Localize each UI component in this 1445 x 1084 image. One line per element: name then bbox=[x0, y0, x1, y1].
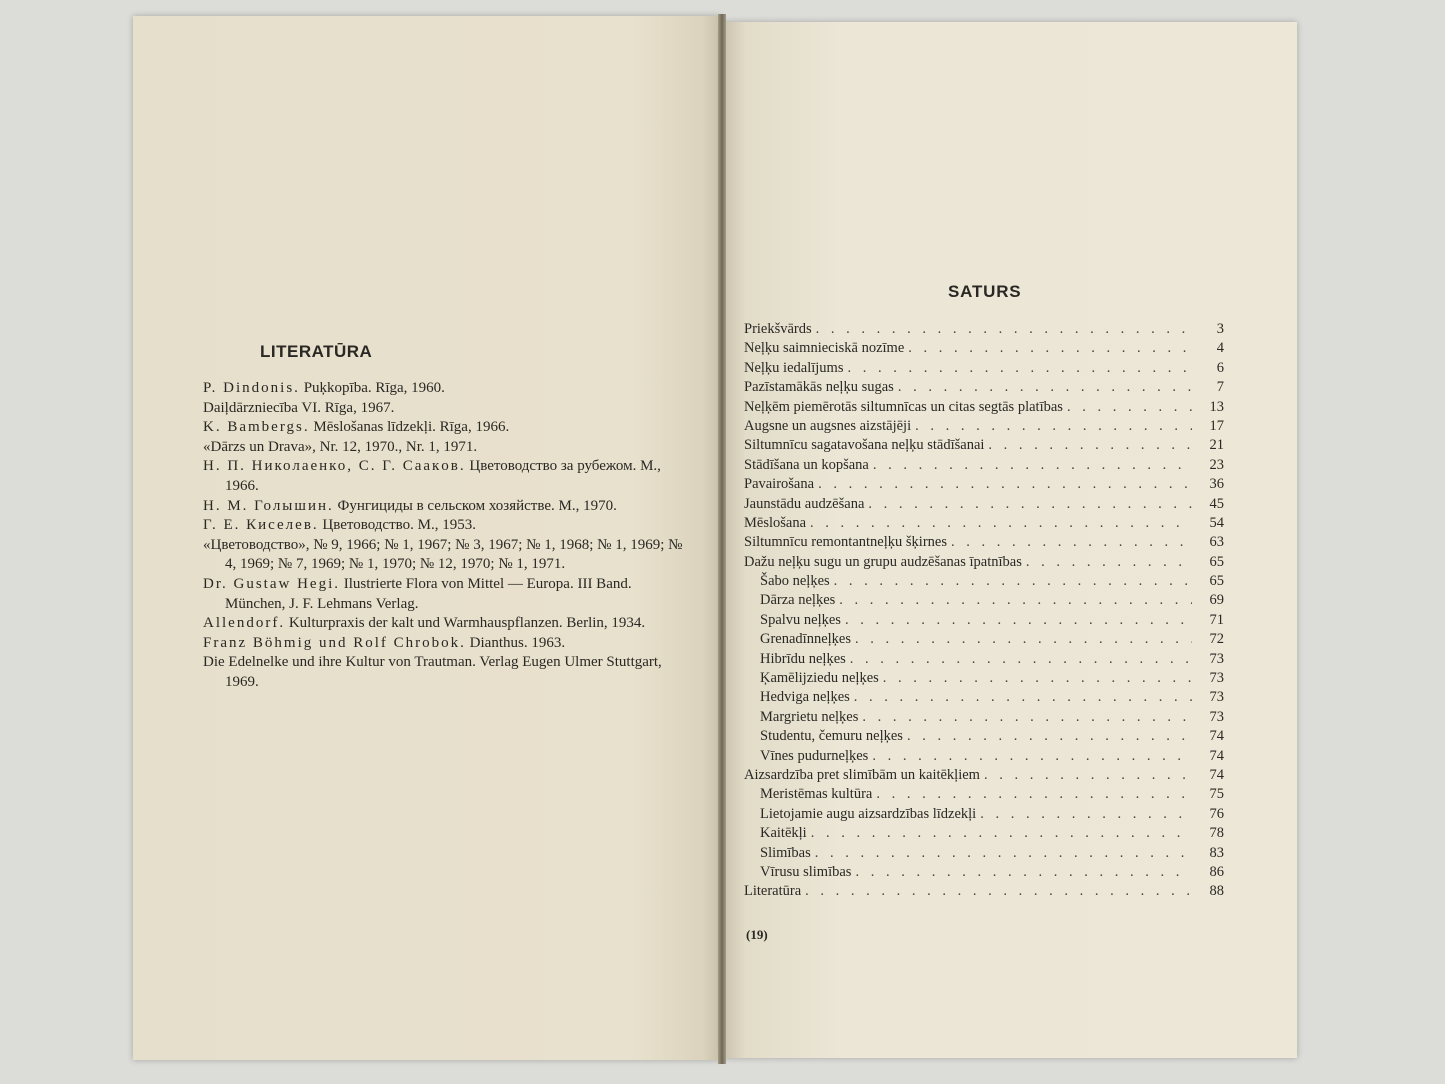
toc-page-number: 4 bbox=[1216, 340, 1224, 357]
literature-author: K. Bambergs. bbox=[203, 419, 310, 436]
literature-author: Н. П. Николаенко, С. Г. Саакoв. bbox=[203, 458, 466, 475]
toc-leader-dots bbox=[988, 437, 1192, 454]
toc-leader-dots bbox=[915, 418, 1192, 435]
literature-entry bbox=[203, 614, 693, 634]
toc-page-number: 73 bbox=[1209, 689, 1224, 706]
toc-page-number: 13 bbox=[1209, 398, 1224, 415]
literature-text: Die Edelnelke und ihre Kultur von Trautman. Verlag Eugen Ulmer Stuttgart, 1969. bbox=[203, 654, 662, 690]
literature-text: Цветоводство. М., 1953. bbox=[318, 517, 476, 534]
toc-row bbox=[744, 709, 1224, 728]
toc-page-number: 21 bbox=[1209, 437, 1224, 454]
toc-leader-dots bbox=[984, 767, 1192, 784]
toc-label: Stādīšana un kopšana bbox=[744, 456, 869, 473]
toc-leader-dots bbox=[816, 321, 1192, 338]
literature-text: Dianthus. 1963. bbox=[465, 634, 566, 651]
literature-text: «Dārzs un Drava», Nr. 12, 1970., Nr. 1, 1971. bbox=[203, 438, 478, 455]
toc-row bbox=[744, 515, 1224, 534]
book-spine bbox=[718, 14, 726, 1064]
toc-label: Siltumnīcu remontantneļķu šķirnes bbox=[744, 534, 947, 551]
toc-label: Dārza neļķes bbox=[760, 592, 836, 609]
toc-row bbox=[744, 379, 1224, 398]
toc-page-number: 88 bbox=[1209, 883, 1224, 900]
toc-row bbox=[744, 631, 1224, 650]
toc-row bbox=[744, 554, 1224, 573]
toc-label: Aizsardzība pret slimībām un kaitēkļiem bbox=[744, 766, 980, 783]
toc-row bbox=[744, 670, 1224, 689]
toc-row bbox=[744, 864, 1224, 883]
toc-leader-dots bbox=[854, 689, 1192, 706]
toc-label: Pavairošana bbox=[744, 476, 815, 493]
toc-row bbox=[744, 786, 1224, 805]
toc-label: Literatūra bbox=[744, 883, 802, 900]
toc-page-number: 6 bbox=[1216, 359, 1224, 376]
toc-label: Margrietu neļķes bbox=[760, 708, 859, 725]
toc-label: Spalvu neļķes bbox=[760, 611, 841, 628]
toc-label: Vīnes pudurneļķes bbox=[760, 747, 869, 764]
toc-label: Mēslošana bbox=[744, 514, 807, 531]
toc-page-number: 74 bbox=[1209, 747, 1224, 764]
literature-author: Г. Е. Киселев. bbox=[203, 517, 319, 534]
literature-author: Franz Böhmig und Rolf Chrobok. bbox=[203, 634, 466, 651]
toc-label: Meristēmas kultūra bbox=[760, 786, 873, 803]
toc-leader-dots bbox=[883, 670, 1192, 687]
toc-label: Hedviga neļķes bbox=[760, 689, 850, 706]
literature-entry bbox=[203, 497, 693, 517]
toc-page-number: 36 bbox=[1209, 476, 1224, 493]
toc-page-number: 23 bbox=[1209, 456, 1224, 473]
toc-row bbox=[744, 651, 1224, 670]
toc-label: Siltumnīcu sagatavošana neļķu stādīšanai bbox=[744, 437, 985, 454]
literature-entry bbox=[203, 379, 693, 399]
toc-leader-dots bbox=[818, 476, 1192, 493]
toc-leader-dots bbox=[805, 883, 1192, 900]
toc-page-number: 74 bbox=[1209, 728, 1224, 745]
toc-row bbox=[744, 689, 1224, 708]
toc-label: Šabo neļķes bbox=[760, 573, 830, 590]
toc-leader-dots bbox=[862, 709, 1192, 726]
toc-label: Lietojamie augu aizsardzības līdzekļi bbox=[760, 805, 977, 822]
toc-label: Hibrīdu neļķes bbox=[760, 650, 846, 667]
toc-leader-dots bbox=[834, 573, 1192, 590]
toc-label: Ķamēlijziedu neļķes bbox=[760, 670, 879, 687]
toc-page-number: 76 bbox=[1209, 805, 1224, 822]
toc-label: Studentu, čemuru neļķes bbox=[760, 728, 903, 745]
toc-page-number: 72 bbox=[1209, 631, 1224, 648]
toc-leader-dots bbox=[811, 825, 1192, 842]
toc-label: Neļķu iedalījums bbox=[744, 359, 844, 376]
literature-text: Puķkopība. Rīga, 1960. bbox=[299, 380, 445, 396]
toc-row bbox=[744, 360, 1224, 379]
toc-row bbox=[744, 496, 1224, 515]
literature-entry bbox=[203, 575, 693, 614]
toc-leader-dots bbox=[845, 612, 1192, 629]
toc-leader-dots bbox=[980, 806, 1192, 823]
literature-text: Mēslošanas līdzekļi. Rīga, 1966. bbox=[309, 419, 510, 436]
toc-page-number: 65 bbox=[1209, 573, 1224, 590]
toc-label: Neļķu saimnieciskā nozīme bbox=[744, 340, 905, 357]
literature-author: Н. М. Голышин. bbox=[203, 497, 334, 514]
literature-entry bbox=[203, 536, 693, 575]
toc-leader-dots bbox=[873, 457, 1192, 474]
toc-row bbox=[744, 321, 1224, 340]
toc-label: Jaunstādu audzēšana bbox=[744, 495, 865, 512]
toc-label: Pazīstamākās neļķu sugas bbox=[744, 379, 894, 396]
toc-row bbox=[744, 767, 1224, 786]
literature-entry bbox=[203, 438, 693, 458]
toc-row bbox=[744, 399, 1224, 418]
toc-leader-dots bbox=[1026, 554, 1192, 571]
toc-label: Kaitēkļi bbox=[760, 825, 807, 842]
literature-entry bbox=[203, 418, 693, 438]
toc-label: Priekšvārds bbox=[744, 321, 812, 337]
literature-entry bbox=[203, 653, 693, 692]
toc-page-number: 73 bbox=[1209, 650, 1224, 667]
toc-leader-dots bbox=[855, 631, 1192, 648]
toc-row bbox=[744, 592, 1224, 611]
printer-signature: (19) bbox=[746, 927, 768, 942]
table-of-contents bbox=[744, 321, 1224, 903]
toc-row bbox=[744, 340, 1224, 359]
toc-leader-dots bbox=[868, 496, 1192, 513]
literature-author: Dr. Gustaw Hegi. bbox=[203, 575, 340, 592]
literature-list bbox=[203, 379, 693, 693]
literature-text: Цветоводство за рубежом. М., 1966. bbox=[225, 458, 661, 494]
toc-page-number: 86 bbox=[1209, 863, 1224, 880]
toc-leader-dots bbox=[1067, 399, 1192, 416]
toc-page-number: 71 bbox=[1209, 611, 1224, 628]
toc-page-number: 75 bbox=[1209, 786, 1224, 803]
toc-row bbox=[744, 883, 1224, 902]
toc-page-number: 73 bbox=[1209, 708, 1224, 725]
toc-page-number: 73 bbox=[1209, 670, 1224, 687]
toc-row bbox=[744, 806, 1224, 825]
literature-text: Ilustrierte Flora von Mittel — Europa. III Band. München, J. F. Lehmans Verlag. bbox=[225, 575, 632, 612]
toc-page-number: 74 bbox=[1209, 766, 1224, 783]
toc-leader-dots bbox=[907, 728, 1192, 745]
literature-entry bbox=[203, 399, 693, 419]
toc-page-number: 65 bbox=[1209, 553, 1224, 570]
toc-leader-dots bbox=[847, 360, 1192, 377]
toc-row bbox=[744, 573, 1224, 592]
toc-leader-dots bbox=[898, 379, 1192, 396]
toc-page-number: 17 bbox=[1209, 417, 1224, 434]
toc-label: Grenadīnneļķes bbox=[760, 631, 851, 648]
toc-page-number: 45 bbox=[1209, 495, 1224, 512]
toc-leader-dots bbox=[810, 515, 1192, 532]
toc-page-number: 54 bbox=[1209, 514, 1224, 531]
toc-row bbox=[744, 457, 1224, 476]
toc-leader-dots bbox=[850, 651, 1192, 668]
literature-author: P. Dindonis. bbox=[203, 380, 300, 396]
toc-leader-dots bbox=[876, 786, 1192, 803]
toc-label: Vīrusu slimības bbox=[760, 863, 852, 880]
toc-row bbox=[744, 825, 1224, 844]
literature-entry bbox=[203, 457, 693, 496]
literature-text: Daiļdārzniecība VI. Rīga, 1967. bbox=[203, 399, 395, 416]
toc-row bbox=[744, 476, 1224, 495]
literature-title: LITERATŪRA bbox=[260, 342, 373, 361]
toc-page-number: 3 bbox=[1216, 321, 1224, 337]
toc-label: Dažu neļķu sugu un grupu audzēšanas īpatnības bbox=[744, 553, 1022, 570]
toc-label: Augsne un augsnes aizstājēji bbox=[744, 417, 912, 434]
toc-row bbox=[744, 748, 1224, 767]
toc-page-number: 78 bbox=[1209, 825, 1224, 842]
toc-row bbox=[744, 612, 1224, 631]
toc-page-number: 7 bbox=[1216, 379, 1224, 396]
toc-leader-dots bbox=[908, 340, 1192, 357]
literature-text: «Цветоводство», № 9, 1966; № 1, 1967; № 3, 1967; № 1, 1968; № 1, 1969; № 4, 1969; № 7, 1969; № 1, 1970; № 12, 1970; № 1, 1971. bbox=[203, 536, 683, 573]
toc-row bbox=[744, 845, 1224, 864]
toc-row bbox=[744, 534, 1224, 553]
toc-leader-dots bbox=[855, 864, 1192, 881]
literature-text: Kulturpraxis der kalt und Warmhauspflanzen. Berlin, 1934. bbox=[285, 615, 646, 632]
toc-leader-dots bbox=[872, 748, 1192, 765]
literature-entry bbox=[203, 516, 693, 536]
toc-row bbox=[744, 437, 1224, 456]
toc-leader-dots bbox=[815, 845, 1192, 862]
toc-page-number: 63 bbox=[1209, 534, 1224, 551]
literature-text: Фунгициды в сельском хозяйстве. М., 1970. bbox=[333, 497, 617, 514]
toc-page-number: 69 bbox=[1209, 592, 1224, 609]
toc-leader-dots bbox=[951, 534, 1192, 551]
toc-row bbox=[744, 418, 1224, 437]
contents-title: SATURS bbox=[948, 282, 1022, 301]
toc-label: Slimības bbox=[760, 844, 811, 861]
literature-entry bbox=[203, 634, 693, 654]
literature-author: Allendorf. bbox=[203, 615, 286, 632]
toc-label: Neļķēm piemērotās siltumnīcas un citas segtās platības bbox=[744, 398, 1063, 415]
toc-row bbox=[744, 728, 1224, 747]
toc-leader-dots bbox=[839, 592, 1192, 609]
toc-page-number: 83 bbox=[1209, 844, 1224, 861]
